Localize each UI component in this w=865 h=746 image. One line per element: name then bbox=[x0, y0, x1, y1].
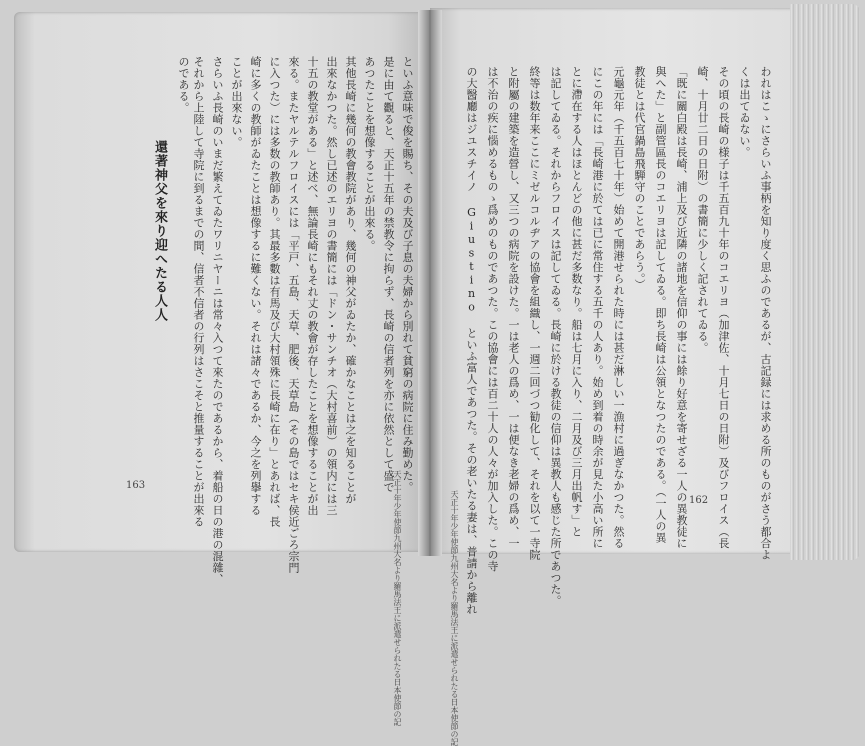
right-text-column: われはこゝにさらいふ事柄を知り度く思ふのであるが、古記録には求める所のものがさう都合よ bbox=[759, 66, 772, 561]
right-text-column: と附屬の建築を造營し、又三つの病院を設けた。一は老人の爲め、一は便なき老婦の爲め、一 bbox=[507, 66, 520, 549]
right-text-column: 與へた」と副管區長のコエリヨは記してゐる。即ち長崎は公領となつたのである。（一人の異 bbox=[654, 66, 667, 544]
right-text-column: 崎、十月廿二日の日附）の書簡に少しく記されてゐる。 bbox=[696, 66, 709, 354]
left-text-column: 出來なかつた。然し已述のエリヨの書簡には「ドン・サンチオ（大村喜前）の領内には三 bbox=[325, 56, 338, 516]
right-page-number: 162 bbox=[689, 495, 709, 506]
right-text-column: の大醫廳はジユスチイノ Giustino といふ富人であつた。その老いたる妻は、普請から離れ bbox=[465, 66, 478, 615]
right-text-column: その頃の長崎の様子は千五百九十年のコエリヨ（加津佐、十月七日の日附）及びフロイス（長 bbox=[717, 66, 730, 549]
left-page-number: 163 bbox=[126, 480, 146, 491]
right-text-column: は記してゐる。それからフロイスは記してゐる。長崎に於ける教徒の信仰は異教人も感じた所であつた。 bbox=[549, 66, 562, 607]
left-text-column: あつたことを想像することが出來る。 bbox=[363, 56, 376, 252]
left-page-body bbox=[176, 56, 414, 585]
right-text-column: にこの年には「長崎港に於ては已に常住する五千の人あり。始め到着の時余が見た小高い所に bbox=[591, 66, 604, 549]
left-text-column: のである。 bbox=[177, 56, 190, 114]
page-edges bbox=[790, 4, 860, 560]
left-text-column: 十五の教堂がある」と述べ、無論長崎にもそれ丈の教會が存したことを想像することが出 bbox=[306, 56, 319, 516]
left-text-column: それから上陸して寺院に到るまでの間、信者不信者の行列はさこそと推量することが出來る bbox=[192, 56, 205, 528]
right-text-column: とに滯在する人はほとんどの他に甚だ多数なり。船は七月に入り、二月及び三月出帆す」と bbox=[570, 66, 583, 538]
left-text-column: 崎に多くの教師がゐたことは想像するに難くない。それは諸々であるか、今之を列擧する bbox=[249, 56, 262, 516]
left-text-column: に入つた）には多数の教師あり。其最多數は有馬及び大村領殊に長崎に在り」とあれば、長 bbox=[268, 56, 281, 528]
right-text-column: 終等は数年来ここにミゼルコルヂアの協會を組織し、一週二回づつ勧化して、それを以て一寺院 bbox=[528, 66, 541, 561]
right-text-column: 元龜元年（千五百七十年）始めて開港せられた時には甚だ淋しい一漁村に過ぎなかつた。然る bbox=[612, 66, 625, 549]
left-text-column: 是に由て觀ると、天正十五年の禁教令に拘らず、長崎の信者列を亦に依然として盛で bbox=[382, 56, 395, 493]
left-text-column: 來る。またヤルテルフロイスには「平戸、五島、天草、肥後、天草島（その島ではセキ侯近ごろ宗門 bbox=[287, 56, 300, 574]
right-text-column: は不治の疾に惱めるものゝ爲めのものであつた。この協會には百二十人の人々が加入した。この寺 bbox=[486, 66, 499, 572]
left-text-column: といふ意味で俊を賜ち、その夫及び子息の夫婦から別れて貧窮の病院に住み勤めた。 bbox=[401, 56, 414, 493]
right-running-head: 天正十年少年使節九州大名より羅馬法王に派遣せられたる日本使節の記 bbox=[450, 490, 459, 746]
left-running-head: 天正十年少年使節九州大名より羅馬法王に派遣せられたる日本使節の記 bbox=[393, 470, 402, 726]
book-gutter bbox=[418, 10, 442, 556]
right-text-column: 教徒とは代官鍋島飛騨守のことであらう。） bbox=[633, 66, 646, 291]
left-text-column: 其他長崎に幾何の教會教院があり、幾何の神父がゐたか、確かなことは之を知ることが bbox=[344, 56, 357, 505]
right-text-column: 「既に關白殿は長崎、浦上及び近隣の諸地を信仰の事には餘り好意を寄せざる一人の異教徒に bbox=[675, 66, 688, 549]
left-text-column: さらいふ長崎のいまだ繁えてゐたワリニヤーニは常々入つて來たのであるから、着船の日の港の混雜、 bbox=[211, 56, 224, 585]
right-text-column: くは出てゐない。 bbox=[738, 66, 751, 158]
chapter-title: 還著神父を來り迎へたる人人 bbox=[152, 140, 167, 322]
left-text-column: ことが出來ない。 bbox=[230, 56, 243, 148]
